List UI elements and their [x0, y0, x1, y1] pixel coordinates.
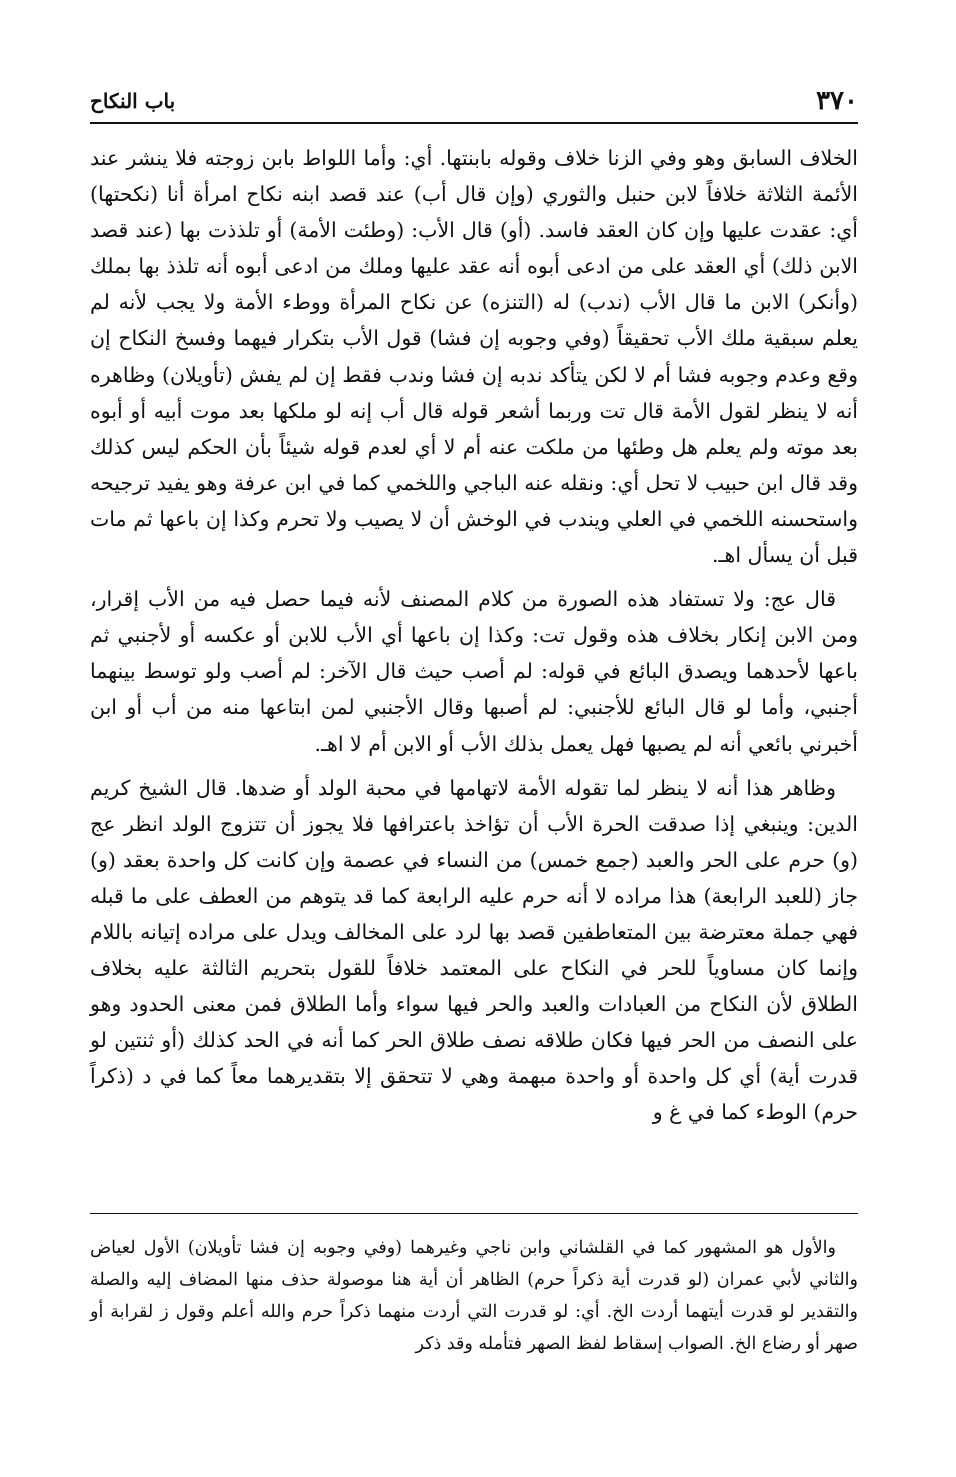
paragraph: الخلاف السابق وهو وفي الزنا خلاف وقوله بابنتها. أي: وأما اللواط بابن زوجته فلا ينشر عند الأئمة الثلاثة خلافاً لابن حنبل والثوري (وإن قال أب) عند قصد ابنه نكاح امرأة أنا (نكحتها) أي: عقدت عليها وإن كان العقد فاسد. (أو) قال الأب: (وطئت الأمة) أو تلذذت بها (عند قصد الابن ذلك) أي العقد على من ادعى أبوه أنه عقد عليها وملك من ادعى أبوه أنه تلذذ بها بملك (وأنكر) الابن ما قال الأب (ندب) له (التنزه) عن نكاح المرأة ووطء الأمة ولا يجب لأنه لم يعلم سبقية ملك الأب تحقيقاً (وفي وجوبه إن فشا) قول الأب بتكرار فيهما وفسخ النكاح إن وقع وعدم وجوبه فشا أم لا لكن يتأكد ندبه إن فشا وندب فقط إن لم يفش (تأويلان) وظاهره أنه لا ينظر لقول الأمة قال تت وربما أشعر قوله قال أب إنه لو ملكها بعد موت أبيه أو أبوه بعد موته ولم يعلم هل وطئها من ملكت عنه أم لا أي لعدم قوله شيئاً بأن الحكم ليس كذلك وقد قال ابن حبيب لا تحل أي: ونقله عنه الباجي واللخمي كما في ابن عرفة وهو يفيد ترجيحه واستحسنه اللخمي في العلي ويندب في الوخش أن لا يصيب ولا تحرم وكذا إن باعها ثم مات قبل أن يسأل اهـ. — [90, 146, 858, 568]
page-number: ٣٧٠ — [816, 86, 858, 116]
section-title: باب النكاح — [90, 89, 176, 113]
header-rule — [90, 122, 858, 124]
paragraph: وظاهر هذا أنه لا ينظر لما تقوله الأمة لاتهامها في محبة الولد أو ضدها. قال الشيخ كريم الدين: وينبغي إذا صدقت الحرة الأب أن تؤاخذ باعترافها فلا يجوز أن تتزوج الولد انظر عج (و) حرم على الحر والعبد (جمع خمس) من النساء في عصمة وإن كانت كل واحدة بعقد (و) جاز (للعبد الرابعة) هذا مراده لا أنه حرم عليه الرابعة كما قد يتوهم من العطف على ما قبله فهي جملة معترضة بين المتعاطفين قصد بها لرد على المخالف ويدل على مراده إتيانه باللام وإنما كان مساوياً للحر في النكاح على المعتمد خلافاً للقول بتحريم الثالثة عليه بخلاف الطلاق لأن النكاح من العبادات والعبد والحر فيها سواء وأما الطلاق فمن معنى الحدود وهو على النصف من الحر فيها فكان طلاقه نصف طلاق الحر كما أنه في الحد كذلك (أو ثنتين لو قدرت أية) أي كل واحدة أو واحدة مبهمة وهي لا تتحقق إلا بتقديرهما معاً كما في د (ذكراً حرم) الوطء كما في غ و — [90, 775, 858, 1125]
footnote-text: والأول هو المشهور كما في القلشاني وابن ناجي وغيرهما (وفي وجوبه إن فشا تأويلان) الأول لعياض والثاني لأبي عمران (لو قدرت أية ذكراً حرم) الظاهر أن أية هنا موصولة حذف منها المضاف إليه والصلة والتقدير لو قدرت أيتهما أردت الخ. أي: لو قدرت التي أردت منهما ذكراً حرم والله أعلم وقول ز لقرابة أو صهر أو رضاع الخ. الصواب إسقاط لفظ الصهر فتأمله وقد ذكر — [90, 1238, 858, 1354]
running-header — [90, 86, 858, 122]
paragraph: قال عج: ولا تستفاد هذه الصورة من كلام المصنف لأنه فيما حصل فيه من الأب إقرار، ومن الابن إنكار بخلاف هذه وقول تت: وكذا إن باعها أي الأب للابن أو عكسه أو لأجنبي ثم باعها لأحدهما ويصدق البائع في قوله: لم أصب حيث قال الآخر: لم أصب ولو توسط بينهما أجنبي، وأما لو قال البائع للأجنبي: لم أصبها وقال الأجنبي لمن ابتاعها منه من أب أو ابن أخبرني بائعي أنه لم يصبها فهل يعمل بذلك الأب أو الابن أم لا اهـ. — [90, 587, 858, 756]
footnote — [90, 1232, 858, 1360]
main-text — [90, 140, 858, 1131]
footnote-separator — [90, 1213, 858, 1214]
